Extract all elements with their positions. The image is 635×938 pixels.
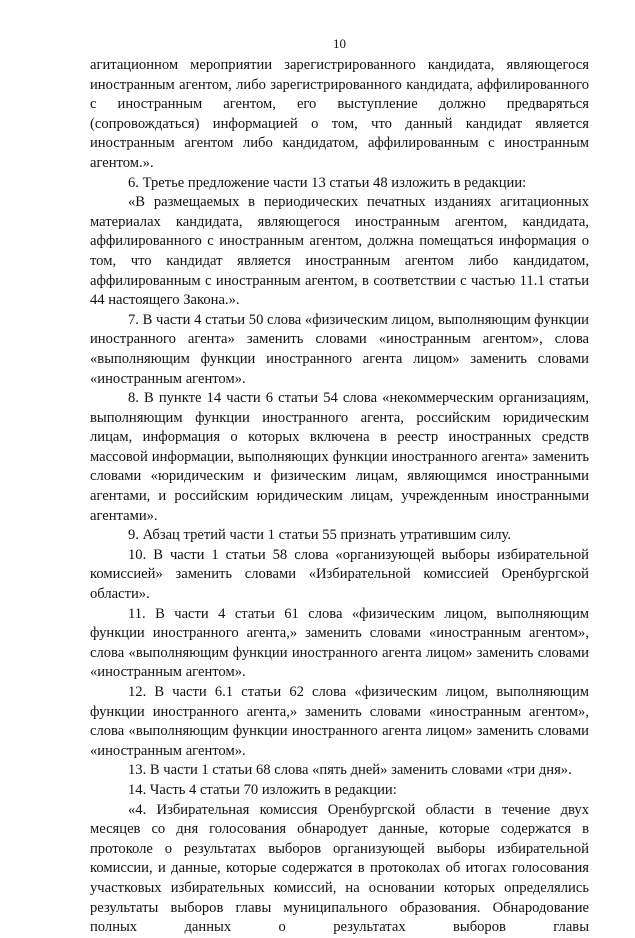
paragraph: «В размещаемых в периодических печатных изданиях агитационных материалах кандидата, являющегося иностранным агентом, кандидата, аффилированного с иностранным агентом, должна помещаться информация о том, что кандидат является иностранным агентом либо кандидатом, аффилированным с иностранным агентом, в соответствии с частью 11.1 статьи 44 настоящего Закона.». <box>90 194 589 309</box>
paragraph: 7. В части 4 статьи 50 слова «физическим лицом, выполняющим функции иностранного агента» заменить словами «иностранным агентом», слова «выполняющим функции иностранного агента лицом» заменить словами «иностранным агентом». <box>90 311 589 387</box>
page-number: 10 <box>333 36 346 51</box>
paragraph: 6. Третье предложение части 13 статьи 48 изложить в редакции: <box>128 174 527 191</box>
paragraph: агитационном мероприятии зарегистрированного кандидата, являющегося иностранным агентом, либо зарегистрированного кандидата, аффилированного с иностранным агентом, его выступление должно предваряться (сопровождаться) информацией о том, что данный кандидат является иностранным агентом либо кандидатом, аффилированным с иностранным агентом.». <box>90 57 589 171</box>
paragraph: 12. В части 6.1 статьи 62 слова «физическим лицом, выполняющим функции иностранного агента,» заменить словами «иностранным агентом», слова «выполняющим функции иностранного агента лицом» заменить словами «иностранным агентом». <box>90 684 589 759</box>
paragraph: 9. Абзац третий части 1 статьи 55 признать утратившим силу. <box>128 527 512 544</box>
paragraph: 8. В пункте 14 части 6 статьи 54 слова «некоммерческим организациям, выполняющим функции иностранного агента, российским юридическим лицам, информация о которых включена в реестр иностранных средств массовой информации, выполняющих функции иностранного агента» заменить словами «юридическим и физическим лицам, являющимся иностранными агентами, и российским юридическим лицам, учрежденным иностранными агентами». <box>90 390 589 524</box>
paragraph: 13. В части 1 статьи 68 слова «пять дней» заменить словами «три дня». <box>128 762 572 779</box>
paragraph: 11. В части 4 статьи 61 слова «физическим лицом, выполняющим функции иностранного агента,» заменить словами «иностранным агентом», слова «выполняющим функции иностранного агента лицом» заменить словами «иностранным агентом». <box>90 605 589 681</box>
document-body <box>90 56 589 938</box>
paragraph: «4. Избирательная комиссия Оренбургской области в течение двух месяцев со дня голосования обнародует данные, которые содержатся в протоколе о результатах выборов организующей выборы избирательной комиссии, и данные, которые содержатся в протоколах об итогах голосования участковых избирательных комиссий, на основании которых определялись результаты выборов главы муниципального образования. Обнародование полных данных о результатах выборов главы <box>90 801 589 936</box>
paragraph: 14. Часть 4 статьи 70 изложить в редакции: <box>128 781 397 798</box>
paragraph: 10. В части 1 статьи 58 слова «организующей выборы избирательной комиссией» заменить словами «Избирательной комиссией Оренбургской области». <box>90 546 589 603</box>
